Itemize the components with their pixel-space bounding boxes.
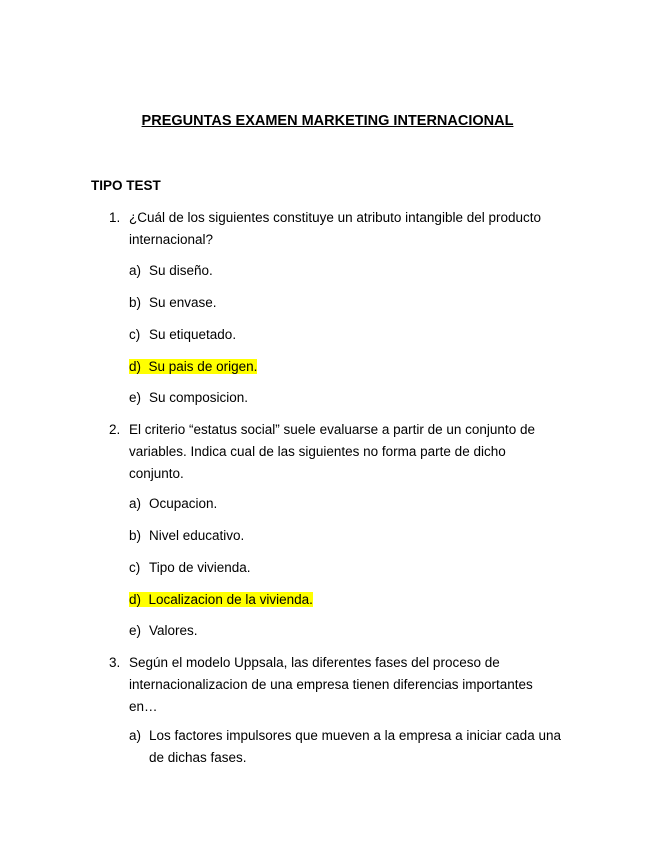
section-heading: TIPO TEST xyxy=(91,178,161,193)
question-number: 2. xyxy=(109,422,121,437)
highlighted-answer xyxy=(129,359,257,374)
highlighted-answer xyxy=(129,592,313,607)
option-letter: d) xyxy=(129,359,142,374)
option-text: Su pais de origen. xyxy=(148,359,258,374)
option-letter: a) xyxy=(129,496,142,511)
option-text: Localizacion de la vivienda. xyxy=(148,592,313,607)
document-title: PREGUNTAS EXAMEN MARKETING INTERNACIONAL xyxy=(141,113,514,129)
option-1c xyxy=(129,324,569,346)
option-letter: c) xyxy=(129,560,141,575)
option-1d-correct xyxy=(129,356,569,378)
option-2a xyxy=(129,493,569,515)
question-3 xyxy=(109,652,559,718)
option-letter: e) xyxy=(129,623,142,638)
option-letter: b) xyxy=(129,295,142,310)
option-1b xyxy=(129,292,569,314)
option-2d-correct xyxy=(129,589,569,611)
option-text: Su diseño. xyxy=(149,263,213,278)
question-number: 1. xyxy=(109,210,121,225)
option-letter: a) xyxy=(129,728,142,743)
option-2b xyxy=(129,525,569,547)
question-text: El criterio “estatus social” suele evaluarse a partir de un conjunto de variables. Indica cual de las siguientes no forma parte de dicho conjunto. xyxy=(129,422,535,481)
option-2c xyxy=(129,557,569,579)
option-text: Los factores impulsores que mueven a la empresa a iniciar cada una de dichas fases. xyxy=(149,728,561,765)
option-1a xyxy=(129,260,569,282)
option-text: Tipo de vivienda. xyxy=(149,560,251,575)
option-text: Su composicion. xyxy=(149,390,249,405)
option-text: Su envase. xyxy=(149,295,217,310)
question-2 xyxy=(109,419,559,485)
question-number: 3. xyxy=(109,655,121,670)
option-text: Su etiquetado. xyxy=(149,327,237,342)
question-text: ¿Cuál de los siguientes constituye un atributo intangible del producto internacional? xyxy=(129,210,542,247)
option-letter: b) xyxy=(129,528,142,543)
option-letter: c) xyxy=(129,327,141,342)
option-3a xyxy=(129,725,569,769)
option-letter: a) xyxy=(129,263,142,278)
option-letter: e) xyxy=(129,390,142,405)
question-1 xyxy=(109,207,559,251)
option-text: Valores. xyxy=(149,623,198,638)
option-text: Ocupacion. xyxy=(149,496,218,511)
question-text: Según el modelo Uppsala, las diferentes fases del proceso de internacionalizacion de una empresa tienen diferencias importantes en… xyxy=(129,655,533,714)
option-text: Nivel educativo. xyxy=(149,528,245,543)
option-2e xyxy=(129,620,569,642)
option-1e xyxy=(129,387,569,409)
option-letter: d) xyxy=(129,592,142,607)
